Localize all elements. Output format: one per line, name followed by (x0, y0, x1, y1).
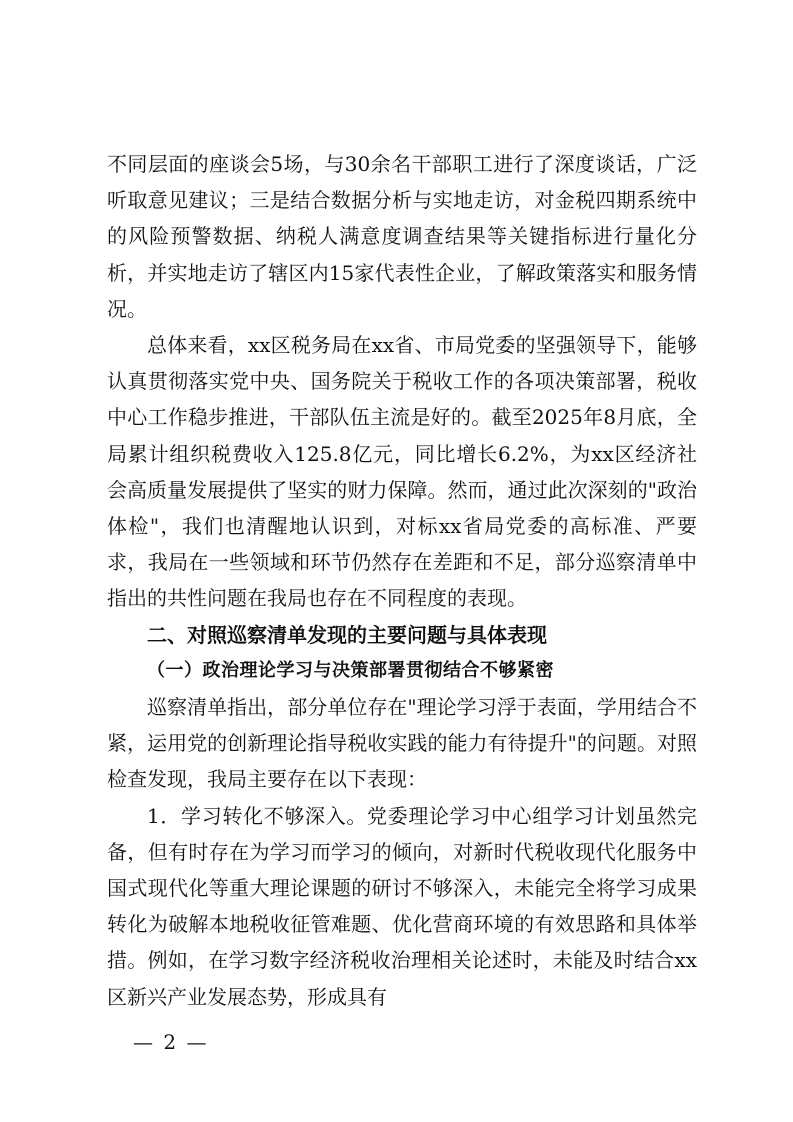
subsection-heading: （一）政治理论学习与决策部署贯彻结合不够紧密 (147, 659, 554, 681)
body-text (107, 146, 697, 1015)
paragraph-overview: 总体来看，xx区税务局在xx省、市局党委的坚强领导下，能够认真贯彻落实党中央、国务院关于税收工作的各项决策部署，税收中心工作稳步推进，干部队伍主流是好的。截至2025年8月底，全局累计组织税费收入125.8亿元，同比增长6.2%，为xx区经济社会高质量发展提供了坚实的财力保障。然而，通过此次深刻的"政治体检"，我们也清醒地认识到，对标xx省局党委的高标准、严要求，我局在一些领域和环节仍然存在差距和不足，部分巡察清单中指出的共性问题在我局也存在不同程度的表现。 (107, 333, 697, 611)
section-heading: 二、对照巡察清单发现的主要问题与具体表现 (147, 622, 547, 647)
page-number: — 2 — (133, 1030, 209, 1054)
paragraph-item-1: 1．学习转化不够深入。党委理论学习中心组学习计划虽然完备，但有时存在为学习而学习的倾向，对新时代税收现代化服务中国式现代化等重大理论课题的研讨不够深入，未能完全将学习成果转化为破解本地税收征管难题、优化营商环境的有效思路和具体举措。例如，在学习数字经济税收治理相关论述时，未能及时结合xx区新兴产业发展态势，形成具有 (107, 803, 697, 1009)
paragraph-continuation: 不同层面的座谈会5场，与30余名干部职工进行了深度谈话，广泛听取意见建议；三是结合数据分析与实地走访，对金税四期系统中的风险预警数据、纳税人满意度调查结果等关键指标进行量化分析，并实地走访了辖区内15家代表性企业，了解政策落实和服务情况。 (107, 152, 697, 321)
paragraph-inspection-list: 巡察清单指出，部分单位存在"理论学习浮于表面，学用结合不紧，运用党的创新理论指导税收实践的能力有待提升"的问题。对照检查发现，我局主要存在以下表现： (107, 695, 697, 792)
